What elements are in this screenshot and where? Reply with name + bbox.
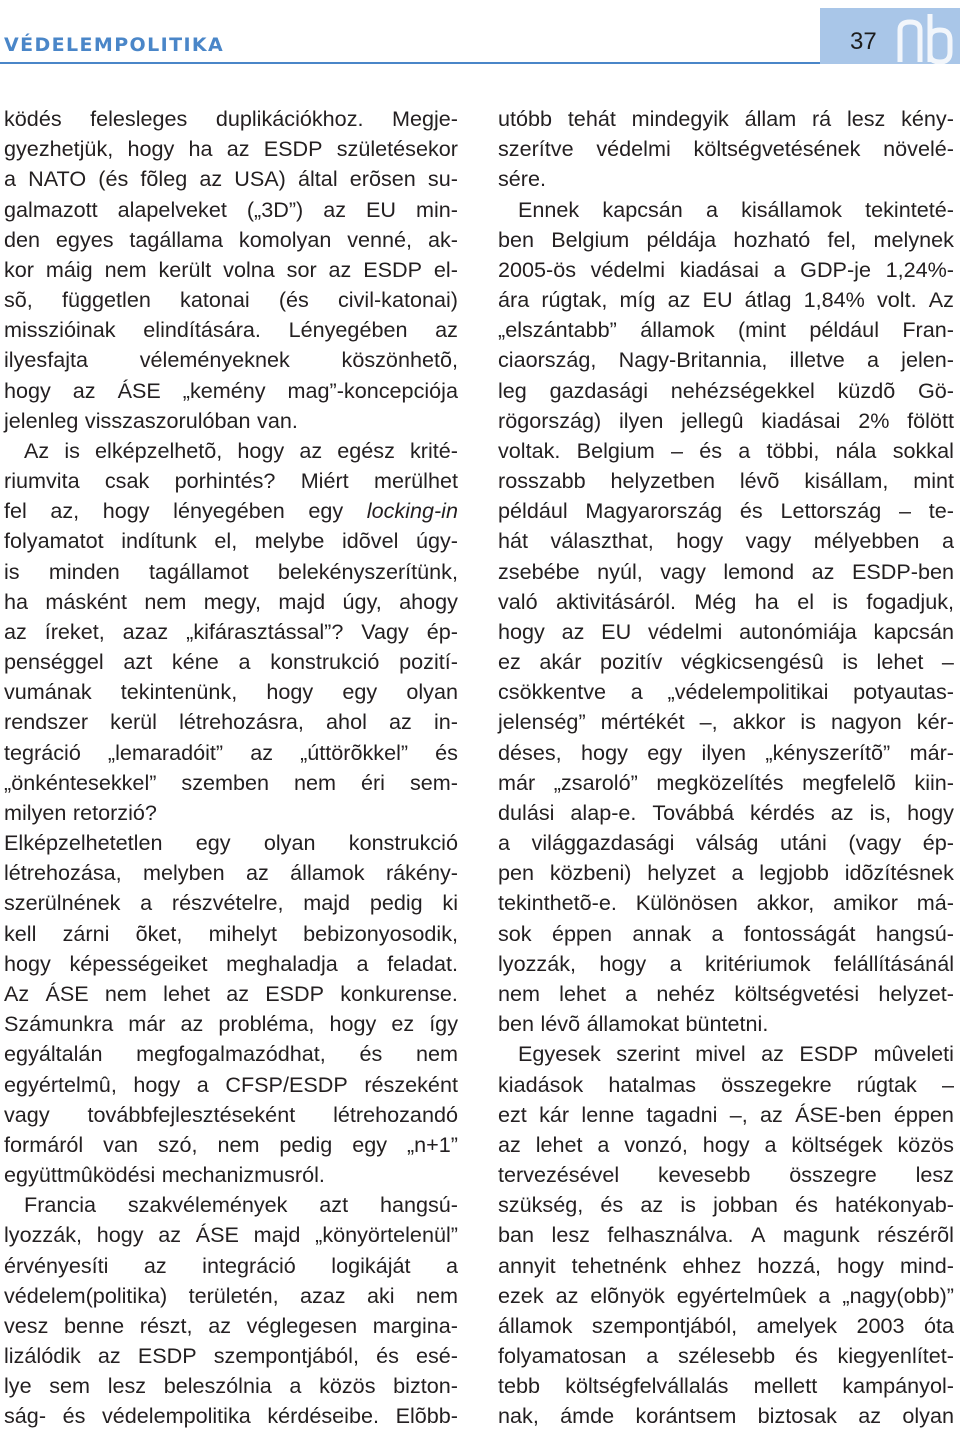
right-text-line: kiadások hatalmas összegekre rúgtak – xyxy=(498,1071,954,1097)
page-header xyxy=(0,0,960,64)
left-text-line: rendszer kerül létrehozásra, ahol az in- xyxy=(4,709,458,735)
right-text-line: ben Belgium példája hozható fel, melynek xyxy=(498,226,954,252)
right-text-line: annyit tehetnénk ehhez hozzá, hogy mind- xyxy=(498,1252,954,1278)
right-text-line: ezek az elõnyök egyértelmûek a „nagy(obb)” xyxy=(498,1282,954,1308)
right-text-line: dulási alap-e. Továbbá kérdés az is, hogy xyxy=(498,799,954,825)
left-text-line: ság- és védelempolitika kérdéseibe. Elõbb- xyxy=(4,1403,458,1429)
left-text-line: a NATO (és fõleg az USA) által erõsen su- xyxy=(4,166,458,192)
left-text-line: védelem(politika) területén, azaz aki nem xyxy=(4,1282,458,1308)
logo-text: nb xyxy=(925,42,927,43)
left-text-line: ködés felesleges duplikációkhoz. Megje- xyxy=(4,106,458,131)
right-text-line: rosszabb helyzetben lévõ kisállam, mint xyxy=(498,468,954,494)
left-text-line: szerülnének a részvételre, majd pedig ki xyxy=(4,890,458,916)
right-text-line: szerítve védelmi költségvetésének növelé- xyxy=(498,136,954,162)
left-text-line: riumvita csak porhintés? Miért merülhet xyxy=(4,468,458,494)
left-text-line: kor máig nem került volna sor az ESDP el- xyxy=(4,256,458,282)
right-text-line: rögország) ilyen jellegû kiadásai 2% fölött xyxy=(498,407,954,433)
left-text-line: „önkéntesekkel” szemben nem éri sem- xyxy=(4,769,458,795)
right-text-line: szükség, és az is jobban és hatékonyab- xyxy=(498,1192,954,1218)
right-text-line: „elszántabb” államok (mint például Fran- xyxy=(498,317,954,343)
left-text-line: Az ÁSE nem lehet az ESDP konkurense. xyxy=(4,980,458,1006)
left-text-line: lyozzák, hogy az ÁSE majd „könyörtelenül” xyxy=(4,1222,458,1248)
left-text-line: is minden tagállamot belekényszerítünk, xyxy=(4,558,458,584)
left-text-line: milyen retorzió? xyxy=(4,799,157,825)
left-text-line: lizálódik az ESDP szempontjából, és esé- xyxy=(4,1343,458,1369)
page-number: 37 xyxy=(850,28,877,55)
left-text-line: ha másként nem megy, majd úgy, ahogy xyxy=(4,588,458,614)
right-text-line: ezt kár lenne tagadni –, az ÁSE-ben éppen xyxy=(498,1101,954,1127)
right-text-line: sére. xyxy=(498,166,547,192)
right-text-line: tervezésével kevesebb összegre lesz xyxy=(498,1162,954,1188)
header-rule xyxy=(0,62,822,64)
left-text-line: egyáltalán megfogalmazódhat, és nem xyxy=(4,1041,458,1067)
left-text-line: galmazott alapelveket („3D”) az EU min- xyxy=(4,196,458,222)
left-text-line: vesz benne részt, az véglegesen margina- xyxy=(4,1312,458,1338)
left-text-line: folyamatot indítunk el, melybe idõvel úgy- xyxy=(4,528,458,554)
left-text-line: ilyesfajta véleményeknek köszönhetõ, xyxy=(4,347,458,373)
right-text-line: a világgazdasági válság utáni (vagy ép- xyxy=(498,830,954,856)
right-text-line: az lehet a vonzó, hogy a költségek közös xyxy=(498,1131,954,1157)
right-text-line: zsebébe nyúl, vagy lemond az ESDP-ben xyxy=(498,558,954,584)
left-text-line: lye sem lesz beleszólnia a közös bizton- xyxy=(4,1373,458,1399)
left-text-line: hogy képességeiket meghaladja a feladat. xyxy=(4,950,458,976)
right-text-line: ben lévõ államokat büntetni. xyxy=(498,1011,769,1037)
left-text-line: kell zárni õket, mihelyt bebizonyosodik, xyxy=(4,920,458,946)
left-text-line: formáról van szó, nem pedig egy „n+1” xyxy=(4,1131,458,1157)
right-text-line: ban lesz felhasználva. A magunk részérõl xyxy=(498,1222,954,1248)
left-text-line: Számunkra már az probléma, hogy ez így xyxy=(4,1011,458,1037)
page-number-box xyxy=(820,8,960,64)
right-text-line: már „zsaroló” megközelítés megfelelõ kiin- xyxy=(498,769,954,795)
right-text-line: Egyesek szerint mivel az ESDP mûveleti xyxy=(518,1041,954,1067)
left-text-column xyxy=(4,104,458,1432)
right-text-line: jelenség” mértékét –, akkor is nagyon kér- xyxy=(498,709,954,735)
right-text-line: például Magyarország és Lettország – te- xyxy=(498,498,954,524)
left-text-line: létrehozása, melyben az államok rákény- xyxy=(4,860,458,886)
left-text-line: érvényesíti az integráció logikáját a xyxy=(4,1252,458,1278)
right-text-line: ez akár pozitív végkicsengésû is lehet – xyxy=(498,649,954,675)
right-text-line: hogy az EU védelmi autonómiája kapcsán xyxy=(498,618,954,644)
right-text-line: déses, hogy egy ilyen „kényszerítõ” már- xyxy=(498,739,954,765)
nb-logo-icon xyxy=(894,12,956,64)
right-text-column xyxy=(498,104,954,1432)
left-text-line: misszióinak elindítására. Lényegében az xyxy=(4,317,458,343)
left-text-line: Az is elképzelhetõ, hogy az egész krité- xyxy=(24,437,458,463)
right-text-line: való aktivitásáról. Még ha el is fogadjuk, xyxy=(498,588,954,614)
right-text-line: tekinthetõ-e. Különösen akkor, amikor má- xyxy=(498,890,954,916)
left-text-line: gyezhetjük, hogy ha az ESDP születésekor xyxy=(4,136,458,162)
left-text-line: az íreket, azaz „kifárasztással”? Vagy ép- xyxy=(4,618,458,644)
right-text-line: utóbb tehát mindegyik állam rá lesz kény- xyxy=(498,106,954,131)
right-text-line: hát választhat, hogy vagy mélyebben a xyxy=(498,528,954,554)
left-text-line: Elképzelhetetlen egy olyan konstrukció xyxy=(4,830,458,856)
left-text-line: vagy továbbfejlesztéseként létrehozandó xyxy=(4,1101,458,1127)
left-text-line: den egyes tagállama komolyan venné, ak- xyxy=(4,226,458,252)
right-text-line: államok szempontjából, amelyek 2003 óta xyxy=(498,1312,954,1338)
right-text-line: tebb költségfelvállalás mellett kampányol- xyxy=(498,1373,954,1399)
left-text-line: jelenleg visszaszorulóban van. xyxy=(4,407,298,433)
left-text-line: penséggel azt kéne a konstrukció pozití- xyxy=(4,649,458,675)
right-text-line: leg gazdasági nehézségekkel küzdõ Gö- xyxy=(498,377,954,403)
right-text-line: lyozzák, hogy a kritériumok felállításánál xyxy=(498,950,954,976)
left-text-line: hogy az ÁSE „kemény mag”-koncepciója xyxy=(4,377,458,403)
left-text-line: sõ, független katonai (és civil-katonai) xyxy=(4,287,458,313)
right-text-line: pen közbeni) helyzet a legjobb idõzítésnek xyxy=(498,860,954,886)
right-text-line: Ennek kapcsán a kisállamok tekinteté- xyxy=(518,196,954,222)
right-text-line: 2005-ös védelmi kiadásai a GDP-je 1,24%- xyxy=(498,256,954,282)
right-text-line: csökkentve a „védelempolitikai potyautas- xyxy=(498,679,954,705)
section-title: VÉDELEMPOLITIKA xyxy=(4,34,225,56)
left-text-line: fel az, hogy lényegében egy locking-in xyxy=(4,498,458,524)
left-text-line: vumának tekintenünk, hogy egy olyan xyxy=(4,679,458,705)
right-text-line: voltak. Belgium – és a többi, nála sokkal xyxy=(498,437,954,463)
left-text-line: tegráció „lemaradóit” az „úttörõkkel” és xyxy=(4,739,458,765)
right-text-line: ára rúgtak, míg az EU átlag 1,84% volt. Az xyxy=(498,287,954,313)
right-text-line: ciaország, Nagy-Britannia, illetve a jelen- xyxy=(498,347,954,373)
left-text-line: Francia szakvélemények azt hangsú- xyxy=(24,1192,458,1218)
left-text-line: egyértelmû, hogy a CFSP/ESDP részeként xyxy=(4,1071,458,1097)
right-text-line: folyamatosan a szélesebb és kiegyenlítet- xyxy=(498,1343,954,1369)
left-text-line: együttmûködési mechanizmusról. xyxy=(4,1162,325,1188)
right-text-line: nem lehet a nehéz költségvetési helyzet- xyxy=(498,980,954,1006)
right-text-line: sok éppen annak a fontosságát hangsú- xyxy=(498,920,954,946)
right-text-line: nak, ámde korántsem biztosak az olyan xyxy=(498,1403,954,1429)
